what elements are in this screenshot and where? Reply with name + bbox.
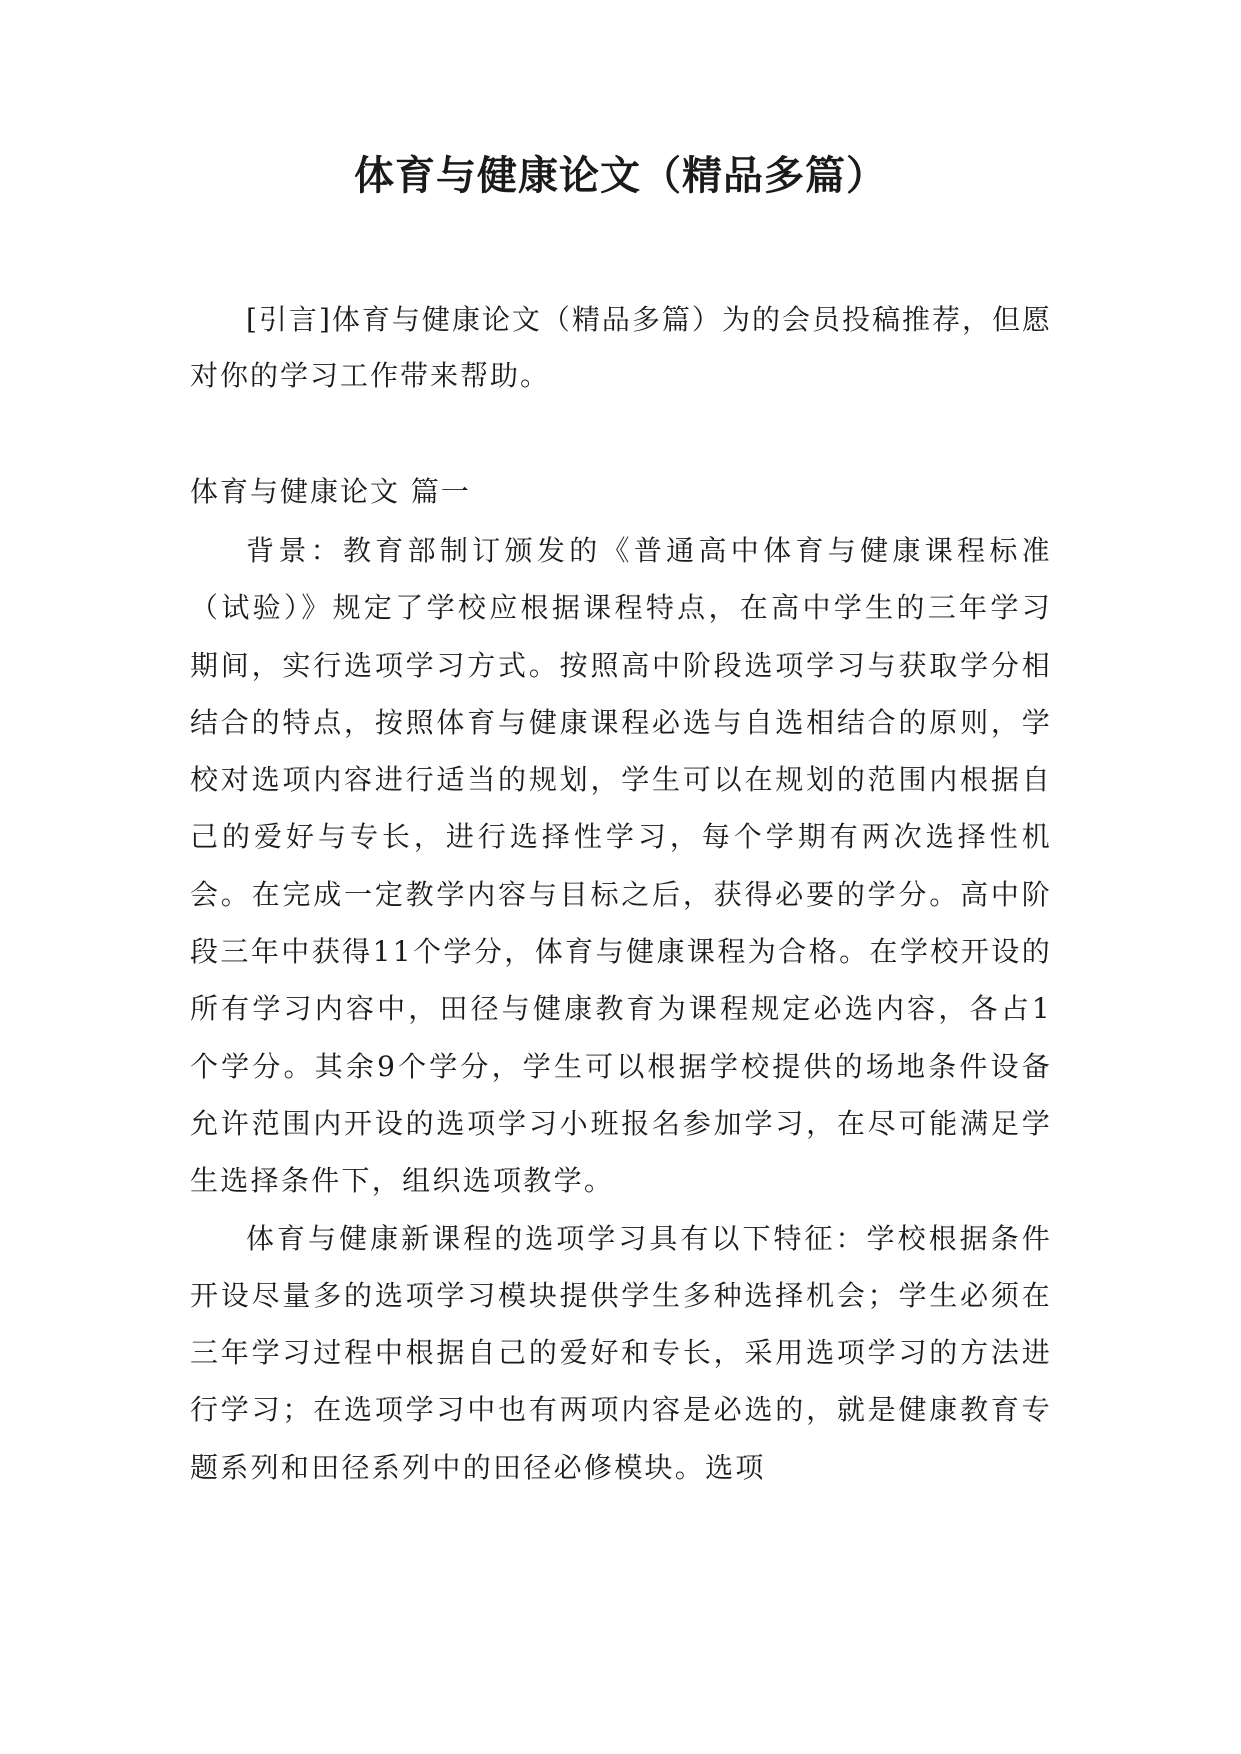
body-paragraph: 背景：教育部制订颁发的《普通高中体育与健康课程标准（试验）》规定了学校应根据课程特点，在高中学生的三年学习期间，实行选项学习方式。按照高中阶段选项学习与获取学分相结合的特点，按照体育与健康课程必选与自选相结合的原则，学校对选项内容进行适当的规划，学生可以在规划的范围内根据自己的爱好与专长，进行选择性学习，每个学期有两次选择性机会。在完成一定教学内容与目标之后，获得必要的学分。高中阶段三年中获得11个学分，体育与健康课程为合格。在学校开设的所有学习内容中，田径与健康教育为课程规定必选内容，各占1个学分。其余9个学分，学生可以根据学校提供的场地条件设备允许范围内开设的选项学习小班报名参加学习，在尽可能满足学生选择条件下，组织选项教学。 — [190, 534, 1052, 1198]
document-title: 体育与健康论文（精品多篇） — [354, 152, 887, 199]
section-heading: 体育与健康论文 篇一 — [190, 475, 471, 508]
section-body — [190, 522, 1052, 1496]
body-paragraph: 体育与健康新课程的选项学习具有以下特征：学校根据条件开设尽量多的选项学习模块提供学生多种选择机会；学生必须在三年学习过程中根据自己的爱好和专长，采用选项学习的方法进行学习；在选项学习中也有两项内容是必选的，就是健康教育专题系列和田径系列中的田径必修模块。选项 — [190, 1221, 1052, 1484]
intro-paragraph: [引言]体育与健康论文（精品多篇）为的会员投稿推荐，但愿对你的学习工作带来帮助。 — [190, 303, 1052, 392]
